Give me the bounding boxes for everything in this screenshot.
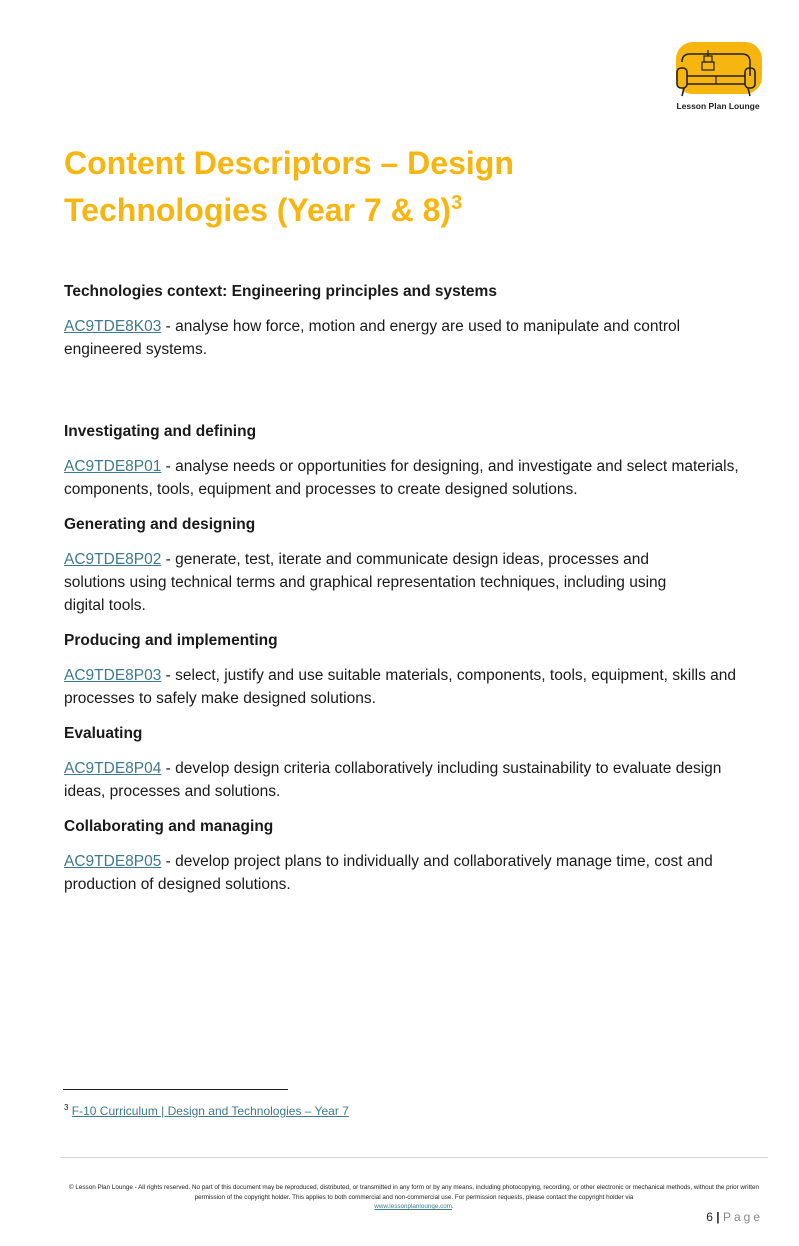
footnote-link[interactable]: F-10 Curriculum | Design and Technologies – Year 7 bbox=[71, 1104, 349, 1118]
descriptor-body: - develop project plans to individually and collaboratively manage time, cost and production of designed solutions. bbox=[64, 853, 713, 893]
footer-divider bbox=[60, 1157, 768, 1158]
page-label: Page bbox=[722, 1210, 763, 1224]
section-heading: Generating and designing bbox=[64, 516, 256, 533]
section-evaluating bbox=[64, 722, 754, 803]
copyright-text: © Lesson Plan Lounge - All rights reserved. No part of this document may be reproduced, distributed, or transmitted in any form or by any means, including photocopying, recording, or other electronic or mechanical methods, without the prior written permission of the copyright holder. This applies to both commercial and non-commercial use. For permission requests, please contact the copyright holder via bbox=[69, 1184, 759, 1201]
descriptor-body: - select, justify and use suitable materials, components, tools, equipment, skills and processes to safely make designed solutions. bbox=[64, 667, 737, 707]
descriptor-link-ac9tde8p03[interactable]: AC9TDE8P03 bbox=[64, 667, 162, 684]
descriptor-link-ac9tde8p04[interactable]: AC9TDE8P04 bbox=[64, 760, 162, 777]
title-line-1: Content Descriptors – Design bbox=[64, 145, 514, 181]
page-number bbox=[706, 1210, 763, 1224]
section-producing-implementing bbox=[64, 629, 754, 710]
descriptor-text bbox=[64, 850, 754, 896]
descriptor-link-ac9tde8p01[interactable]: AC9TDE8P01 bbox=[64, 458, 162, 475]
website-link[interactable]: www.lessonplanlounge.com bbox=[374, 1203, 452, 1210]
section-engineering-principles bbox=[64, 280, 754, 361]
footnote-number: 3 bbox=[64, 1103, 69, 1112]
descriptor-body: - develop design criteria collaboratively including sustainability to evaluate design ideas, processes and solutions. bbox=[64, 760, 722, 800]
section-heading: Evaluating bbox=[64, 725, 143, 742]
section-heading: Collaborating and managing bbox=[64, 818, 274, 835]
copyright-notice bbox=[64, 1183, 764, 1212]
descriptor-body: - analyse how force, motion and energy are used to manipulate and control engineered systems. bbox=[64, 318, 681, 358]
descriptor-text bbox=[64, 757, 754, 803]
descriptor-text bbox=[64, 455, 754, 501]
descriptor-body: - analyse needs or opportunities for designing, and investigate and select materials, components, tools, equipment and processes to create designed solutions. bbox=[64, 458, 739, 498]
section-spacer bbox=[64, 373, 754, 420]
section-investigating-defining bbox=[64, 420, 754, 501]
descriptor-link-ac9tde8p02[interactable]: AC9TDE8P02 bbox=[64, 551, 162, 568]
logo-wordmark: Lesson Plan Lounge bbox=[676, 101, 760, 111]
section-heading: Investigating and defining bbox=[64, 423, 257, 440]
page-title bbox=[64, 140, 624, 234]
website-suffix: . bbox=[451, 1203, 454, 1210]
footnote bbox=[64, 1103, 349, 1118]
page-separator: | bbox=[716, 1210, 720, 1224]
descriptor-text bbox=[64, 664, 754, 710]
sofa-logo-icon bbox=[672, 40, 764, 102]
title-line-2: Technologies (Year 7 & 8) bbox=[64, 192, 452, 228]
content-descriptors bbox=[64, 280, 754, 908]
descriptor-link-ac9tde8p05[interactable]: AC9TDE8P05 bbox=[64, 853, 162, 870]
descriptor-link-ac9tde8k03[interactable]: AC9TDE8K03 bbox=[64, 318, 162, 335]
brand-logo bbox=[668, 38, 768, 116]
title-footnote-ref[interactable]: 3 bbox=[451, 192, 463, 214]
descriptor-text bbox=[64, 548, 689, 617]
section-heading: Technologies context: Engineering principles and systems bbox=[64, 283, 497, 300]
section-generating-designing bbox=[64, 513, 754, 617]
descriptor-text bbox=[64, 315, 754, 361]
section-heading: Producing and implementing bbox=[64, 632, 278, 649]
descriptor-body: - generate, test, iterate and communicate design ideas, processes and solutions using technical terms and graphical representation techniques, including using digital tools. bbox=[64, 551, 667, 614]
page-number-value: 6 bbox=[706, 1210, 713, 1224]
section-collaborating-managing bbox=[64, 815, 754, 896]
footnote-divider bbox=[63, 1089, 288, 1090]
